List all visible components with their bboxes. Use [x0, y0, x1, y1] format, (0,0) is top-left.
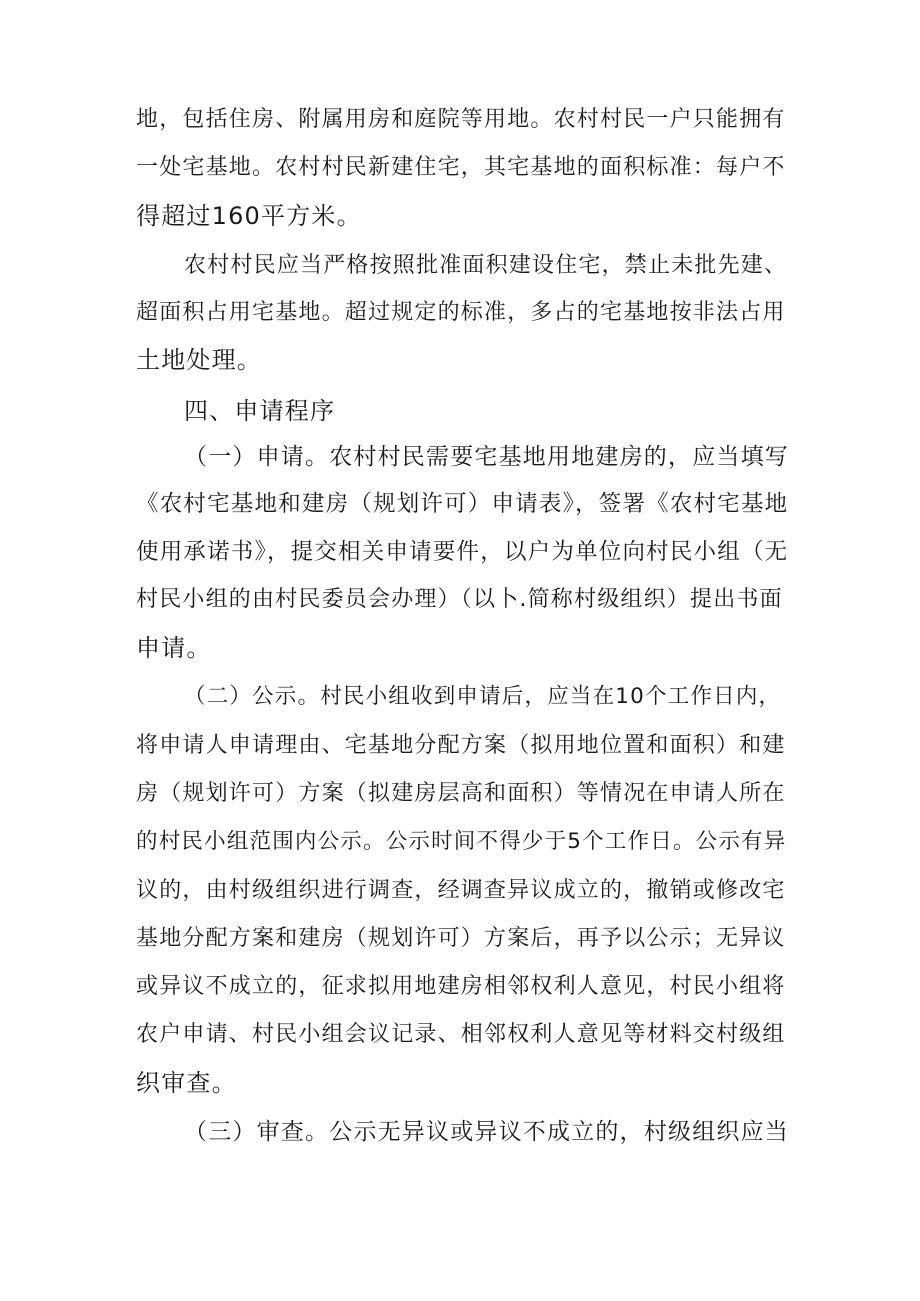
- text-line: 村民小组的由村民委员会办理）（以卜.简称村级组织）提出书面: [136, 587, 783, 612]
- text-line: 议的，由村级组织进行调查，经调查异议成立的，撤销或修改宅: [136, 878, 786, 903]
- text-line: （一）申请。农村村民需要宅基地用地建房的，应当填写: [184, 444, 789, 470]
- text-line: （三）审查。公示无异议或异议不成立的，村级组织应当: [184, 1119, 789, 1145]
- text-line: 一处宅基地。农村村民新建住宅，其宅基地的面积标准：每户不: [136, 155, 786, 180]
- text-line: 将申请人申请理由、宅基地分配方案（拟用地位置和面积）和建: [136, 733, 786, 758]
- text-line: 织审查。: [136, 1069, 237, 1097]
- text-line: 土地处理。: [136, 346, 262, 374]
- text-line: （二）公示。村民小组收到申请后，应当在10个工作日内，: [184, 684, 782, 709]
- section-heading: 四、申请程序: [184, 397, 336, 425]
- text-line: 超面积占用宅基地。超过规定的标准，多占的宅基地按非法占用: [136, 300, 786, 325]
- text-line: 使用承诺书》，提交相关申请要件，以户为单位向村民小组（无: [136, 539, 789, 565]
- text-line: 或异议不成立的，征求拟用地建房相邻权利人意见，村民小组将: [136, 974, 786, 999]
- text-line: 地，包括住房、附属用房和庭院等用地。农村村民一户只能拥有: [136, 107, 786, 132]
- text-line: 农村村民应当严格按照批准面积建设住宅，禁止未批先建、: [184, 253, 788, 278]
- text-line: 的村民小组范围内公示。公示时间不得少于5个工作日。公示有异: [136, 829, 787, 854]
- text-line: 农户申请、村民小组会议记录、相邻权利人意见等材料交村级组: [136, 1022, 786, 1047]
- text-line: 房（规划许可）方案（拟建房层高和面积）等情况在申请人所在: [136, 781, 786, 806]
- text-line: 申请。: [136, 634, 212, 662]
- text-line: 得超过160平方米。: [136, 202, 362, 230]
- text-line: 《农村宅基地和建房（规划许可）申请表》，签署《农村宅基地: [136, 491, 789, 517]
- text-line: 基地分配方案和建房（规划许可）方案后，再予以公示；无异议: [136, 926, 786, 951]
